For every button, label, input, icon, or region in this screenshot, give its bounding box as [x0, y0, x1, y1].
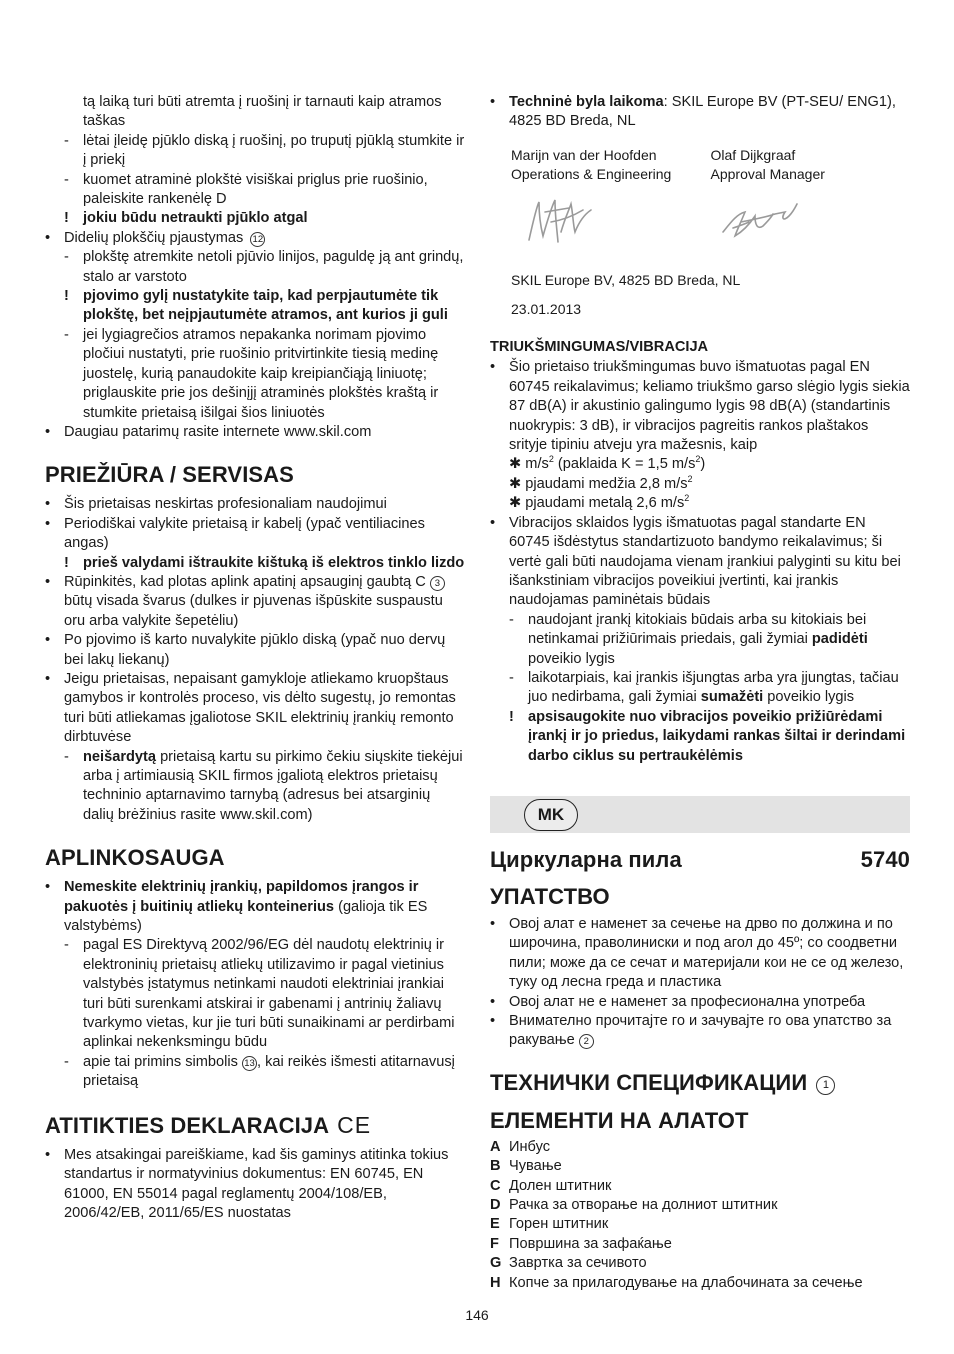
- right-column: [490, 93, 910, 1293]
- section-heading-elements: ЕЛЕМЕНТИ НА АЛАТОТ: [490, 1107, 749, 1133]
- parts-list: [490, 1138, 910, 1293]
- part-item: [490, 1274, 910, 1293]
- bullet-item: • Mes atsakingai pareiškiame, kad šis gaminys atitinka tokius standartus ir normatyvinius dokumentus: EN 60745, EN 61000, EN 55014 pagal reglamentų 2004/108/EB, 2006/42/EB, 2011/65/ES nuostatas: [45, 1146, 449, 1221]
- signature-block: [490, 146, 910, 320]
- list-item: - pagal ES Direktyvą 2002/96/EG dėl naudotų elektrinių ir elektroninių prietaisų atliekų utilizavimo ir pagal vietinius valstybės įstatymus netinkami naudoti elektriniai įrankiai turi būti surenkami atskirai ir gabenami į antrinių žaliavų tvarkymo vietas, kur jie turi būti sunaikinami ar perdirbami aplinkai nekenksmingu būdu: [64, 937, 455, 1051]
- list-item: tą laiką turi būti atremta į ruošinį ir tarnauti kaip atramos taškas: [83, 94, 442, 130]
- figure-ref: 1: [816, 1076, 835, 1095]
- bullet-item: • Daugiau patarimų rasite internete www.skil.com: [45, 423, 372, 440]
- part-item: [490, 1196, 910, 1215]
- bullet-item: • Šio prietaiso triukšmingumas buvo išmatuotas pagal EN 60745 reikalavimus; keliamo triukšmo garso slėgio lygis siekia 87 dB(A) ir akustinio galingumo lygis 98 dB(A) (standartinis nuokrypis: 3 dB), ir vibracijos pagreitis rankos plaštakos srityje tipiniu atveju yra mažesnis, kaip ✱ $m/s^2$ (paklaida K = 1,5 $m/s^2$) ✱ pjaudami medžia 2,8 $m/s^2$ ✱ pjaudami metalą 2,6 $m/s^2$: [490, 359, 910, 512]
- product-name: Циркуларна пила: [490, 846, 682, 872]
- figure-ref: 12: [250, 232, 265, 247]
- section-heading-environment: APLINKOSAUGA: [45, 845, 225, 871]
- part-label: Копче за прилагодување на длабочината за сечење: [509, 1274, 863, 1291]
- list-item: - lėtai įleidę pjūklo diską į ruošinį, po truputį pjūklą stumkite ir į priekį: [64, 132, 465, 169]
- part-item: [490, 1235, 910, 1254]
- section-heading-service: PRIEŽIŪRA / SERVISAS: [45, 462, 294, 488]
- bullet-item: • Techninė byla laikoma: SKIL Europe BV (PT-SEU/ ENG1), 4825 BD Breda, NL: [490, 94, 896, 130]
- list-item: - neišardytą prietaisą kartu su pirkimo čekiu siųskite tiekėjui arba į artimiausią SKIL firmos įgaliotą elektros prietaisų techninio aptarnavimo tarnybą (adresus bei atsarginių dalių brėžinius rasite www.skil.com): [64, 748, 463, 823]
- figure-ref: 13: [242, 1056, 257, 1071]
- part-label: Горен штитник: [509, 1216, 609, 1233]
- bullet-item: • Rūpinkitės, kad plotas aplink apatinį apsauginį gaubtą C 3būtų visada švarus (dulkes ir pjuvenas išpūskite suspaustu oru arba valykite šepetėliu): [45, 573, 465, 631]
- part-label: Завртка за сечивото: [509, 1255, 647, 1272]
- bullet-item: • Овој алат е наменет за сечење на дрво по должина и по широчина, праволиниски и под агол до 45º; со соодветни пили; може да се сечат и материјали кои не се од железо, туку од лесна греда и пластика: [490, 915, 904, 991]
- warning-item: ! pjovimo gylį nustatykite taip, kad perpjautumėte tik plokštę, bet neįpjautumėte atramos, ant kurios ji guli: [64, 288, 448, 324]
- part-item: [490, 1215, 910, 1234]
- figure-ref: 3: [430, 576, 445, 591]
- signer-role: Operations & Engineering: [511, 166, 672, 183]
- part-letter: E: [490, 1216, 500, 1233]
- list-item: - laikotarpiais, kai įrankis išjungtas arba yra įjungtas, tačiau juo nedirbama, gali žymiai sumažėti poveikio lygis: [509, 669, 899, 706]
- left-column: [45, 93, 465, 1223]
- part-item: [490, 1177, 910, 1196]
- section-heading-declaration: ATITIKTIES DEKLARACIJA CE: [45, 1111, 372, 1138]
- list-item: - naudojant įrankį kitokiais būdais arba su kitokiais bei netinkamai prižiūrimais priedais, gali žymiai padidėti poveikio lygis: [509, 611, 868, 667]
- part-item: [490, 1157, 910, 1176]
- declaration-date: 23.01.2013: [511, 301, 582, 318]
- figure-ref: 2: [579, 1034, 594, 1049]
- part-label: Инбус: [509, 1138, 551, 1155]
- part-letter: D: [490, 1197, 501, 1214]
- bullet-item: • Овој алат не е наменет за професионална употреба: [490, 993, 866, 1010]
- part-item: [490, 1254, 910, 1273]
- language-bar: [490, 796, 910, 833]
- part-label: Површина за зафаќање: [509, 1235, 672, 1252]
- signer-role: Approval Manager: [710, 166, 825, 183]
- warning-item: ! apsisaugokite nuo vibracijos poveikio prižiūrėdami įrankį ir jo priedus, laikydami rankas šiltai ir derindami darbo ciklus su pertraukėlėmis: [509, 708, 906, 764]
- page-number: 146: [465, 1307, 489, 1323]
- bullet-item: • Šis prietaisas neskirtas profesionaliam naudojimui: [45, 496, 387, 513]
- part-letter: A: [490, 1138, 501, 1155]
- signer-name: Olaf Dijkgraaf: [710, 146, 796, 163]
- part-letter: F: [490, 1235, 499, 1252]
- warning-item: ! prieš valydami ištraukite kištuką iš elektros tinklo lizdo: [64, 554, 465, 571]
- list-item: - apie tai primins simbolis 13 , kai reikės išmesti atitarnavusį prietaisą: [64, 1053, 455, 1090]
- bullet-item: • Внимателно прочитајте го и зачувајте го ова упатство за ракување 2: [490, 1013, 892, 1049]
- part-letter: B: [490, 1158, 501, 1175]
- company-address: SKIL Europe BV, 4825 BD Breda, NL: [511, 271, 741, 288]
- bullet-item: • Jeigu prietaisas, nepaisant gamykloje atliekamo kruopštaus gamybos ir kontrolės proceso, vis dėlto sugestų, jo remontas turi būti atliekamas įgaliotose SKIL elektrinių įrankių remonto dirbtuvėse: [45, 670, 456, 746]
- list-item: - kuomet atraminė plokštė visiškai priglus prie ruošinio, paleiskite rankenėlę D: [64, 171, 428, 208]
- section-heading-noise: TRIUKŠMINGUMAS/VIBRACIJA: [490, 339, 709, 356]
- signature-image: [511, 192, 601, 252]
- section-heading-specs: ТЕХНИЧКИ СПЕЦИФИКАЦИИ 1: [490, 1070, 910, 1096]
- warning-item: ! jokiu būdu netraukti pjūklo atgal: [64, 210, 308, 227]
- part-label: Долен штитник: [509, 1177, 612, 1194]
- product-title: [490, 847, 910, 873]
- part-letter: C: [490, 1177, 501, 1194]
- part-item: [490, 1138, 910, 1157]
- model-number: 5740: [860, 846, 910, 872]
- part-letter: G: [490, 1255, 502, 1272]
- list-item: - plokštę atremkite netoli pjūvio linijos, paguldę ją ant grindų, stalo ar varstoto: [64, 249, 464, 285]
- bullet-item: • Vibracijos sklaidos lygis išmatuotas pagal standarte EN 60745 išdėstytus standartizuoto bandymo reikalavimus; ši vertė gali būti naudojama vienam įrankiui palyginti su kitu bei išankstiniam vibracijos poveikiui įvertinti, kai įrankis naudojamas paminėtais būdais: [490, 514, 901, 609]
- part-label: Рачка за отворање на долниот штитник: [509, 1197, 778, 1214]
- part-label: Чување: [509, 1158, 562, 1175]
- part-letter: H: [490, 1274, 501, 1291]
- list-item: - jei lygiagrečios atramos nepakanka norimam pjovimo pločiui nustatyti, prie ruošinio pritvirtinkite tiesią medinę juostelę, kurią panaudokite kaip kreipiančiąją liniuotę; priglauskite prie jos dešinįjį atraminės plokštės kraštą ir stumkite prietaisą išilgai šios liniuotės: [64, 326, 439, 421]
- signer-name: Marijn van der Hoofden: [511, 146, 657, 163]
- bullet-item: • Po pjovimo iš karto nuvalykite pjūklo diską (ypač nuo dervų bei lakų liekanų): [45, 632, 446, 668]
- section-heading-instructions: УПАТСТВО: [490, 883, 610, 909]
- language-badge: MK: [524, 799, 578, 831]
- bullet-item: • Nemeskite elektrinių įrankių, papildomos įrangos ir pakuotės į buitinių atliekų konteinerius (galioja tik ES valstybėms): [45, 879, 428, 935]
- ce-mark: CE: [337, 1111, 372, 1138]
- signature-image: [711, 192, 801, 252]
- bullet-item: • Didelių plokščių pjaustymas 12: [45, 229, 465, 248]
- bullet-item: • Periodiškai valykite prietaisą ir kabelį (ypač ventiliacines angas): [45, 515, 425, 552]
